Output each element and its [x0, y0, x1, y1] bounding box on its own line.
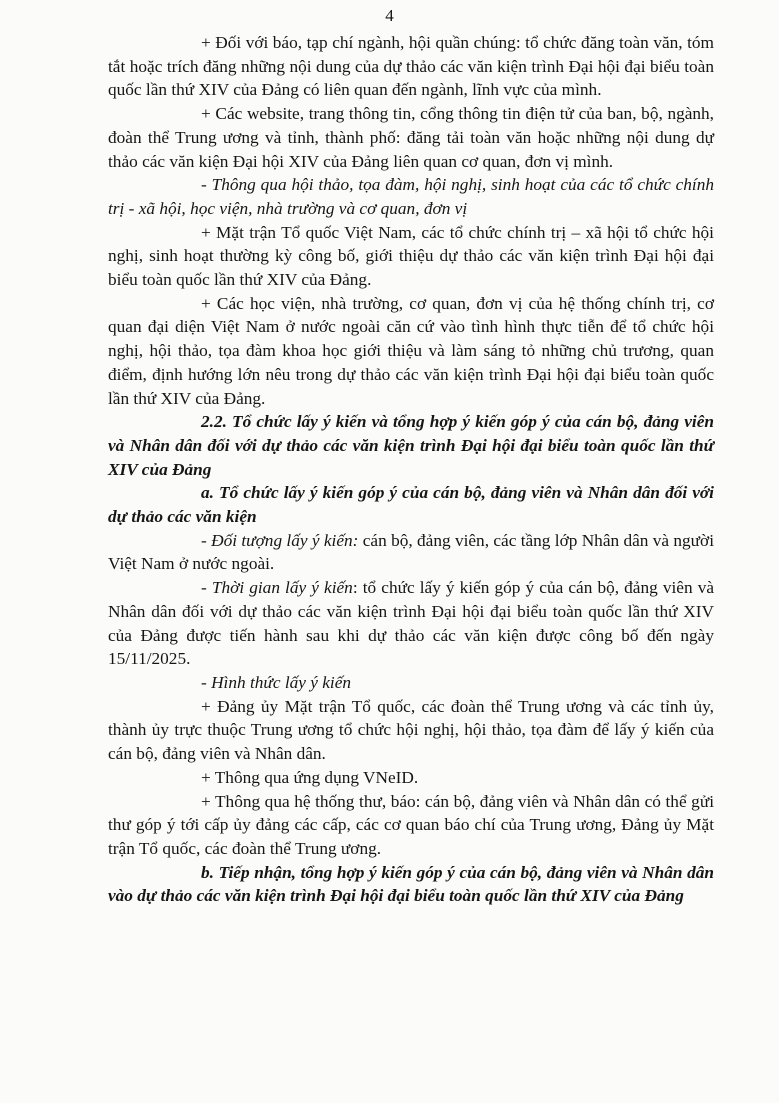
- paragraph-mail-press: + Thông qua hệ thống thư, báo: cán bộ, đảng viên và Nhân dân có thể gửi thư góp ý tới cấp ủy đảng các cấp, các cơ quan báo chí của Trung ương, Đảng ủy Mặt trận Tổ quốc, các đoàn thể Trung ương.: [108, 791, 714, 858]
- section-heading-b: b. Tiếp nhận, tổng hợp ý kiến góp ý của cán bộ, đảng viên và Nhân dân vào dự thảo các văn kiện trình Đại hội đại biểu toàn quốc lần thứ XIV của Đảng: [108, 862, 714, 906]
- paragraph-party-committees: + Đảng ủy Mặt trận Tổ quốc, các đoàn thể Trung ương và các tỉnh ủy, thành ủy trực thuộc Trung ương tổ chức hội nghị, hội thảo, tọa đàm để lấy ý kiến của cán bộ, đảng viên và Nhân dân.: [108, 696, 714, 764]
- section-heading-a: a. Tổ chức lấy ý kiến góp ý của cán bộ, đảng viên và Nhân dân đối với dự thảo các văn kiện: [108, 483, 714, 527]
- paragraph-fatherland-front: + Mặt trận Tổ quốc Việt Nam, các tổ chức chính trị – xã hội tổ chức hội nghị, sinh hoạt thường kỳ công bố, giới thiệu dự thảo các văn kiện trình Đại hội đại biểu toàn quốc lần thứ XIV của Đảng.: [108, 222, 714, 290]
- paragraph-newspapers: + Đối với báo, tạp chí ngành, hội quần chúng: tổ chức đăng toàn văn, tóm tắt hoặc trích đăng những nội dung của dự thảo các văn kiện trình Đại hội đại biểu toàn quốc lần thứ XIV của Đảng có liên quan đến ngành, lĩnh vực của mình.: [108, 33, 714, 100]
- label-target-audience: - Đối tượng lấy ý kiến:: [201, 530, 359, 550]
- paragraph-time-period: [108, 576, 714, 671]
- subheading-conferences: - Thông qua hội thảo, tọa đàm, hội nghị, sinh hoạt của các tổ chức chính trị - xã hội, học viện, nhà trường và cơ quan, đơn vị: [108, 175, 714, 218]
- page-number: 4: [385, 6, 394, 25]
- text-time-period: : tổ chức lấy ý kiến góp ý của cán bộ, đảng viên và Nhân dân đối với dự thảo các văn kiện trình Đại hội đại biểu toàn quốc lần thứ XIV của Đảng được tiến hành sau khi dự thảo các văn kiện được công bố đến ngày 15/11/2025.: [108, 578, 715, 669]
- document-body: [108, 31, 714, 908]
- subheading-forms: - Hình thức lấy ý kiến: [201, 672, 352, 692]
- label-time-period: - Thời gian lấy ý kiến: [201, 578, 353, 598]
- paragraph-websites: + Các website, trang thông tin, cổng thông tin điện tử của ban, bộ, ngành, đoàn thể Trung ương và tỉnh, thành phố: đăng tải toàn văn hoặc những nội dung dự thảo các văn kiện Đại hội XIV của Đảng liên quan cơ quan, đơn vị mình.: [108, 104, 714, 171]
- paragraph-vneid: + Thông qua ứng dụng VNeID.: [201, 767, 419, 787]
- section-heading-2-2: 2.2. Tổ chức lấy ý kiến và tổng hợp ý kiến góp ý của cán bộ, đảng viên và Nhân dân đối với dự thảo các văn kiện trình Đại hội đại biểu toàn quốc lần thứ XIV của Đảng: [108, 412, 714, 479]
- text-target-audience: cán bộ, đảng viên, các tầng lớp Nhân dân và người Việt Nam ở nước ngoài.: [108, 530, 714, 574]
- paragraph-target-audience: [108, 529, 714, 576]
- paragraph-academies: + Các học viện, nhà trường, cơ quan, đơn vị của hệ thống chính trị, cơ quan đại diện Việt Nam ở nước ngoài căn cứ vào tình hình thực tiễn để tổ chức hội nghị, hội thảo, tọa đàm khoa học giới thiệu và làm sáng tỏ những chủ trương, quan điểm, định hướng lớn nêu trong dự thảo các văn kiện trình Đại hội đại biểu toàn quốc lần thứ XIV của Đảng.: [108, 293, 714, 408]
